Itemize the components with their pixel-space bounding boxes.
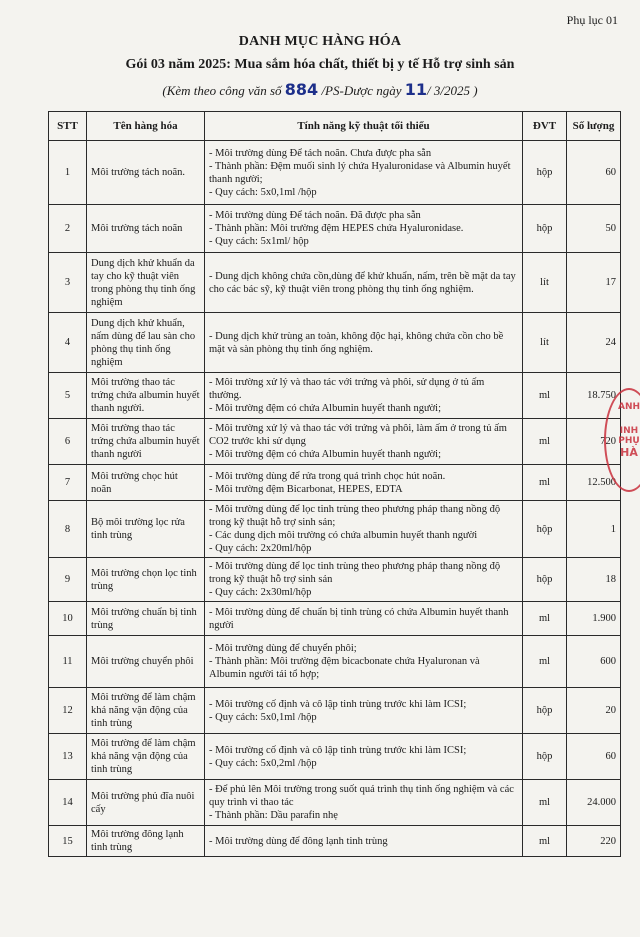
spec-line: - Thành phần: Đệm muối sinh lý chứa Hyaluronidase và Albumin huyết thanh người;	[209, 160, 511, 185]
row-stt: 8	[49, 501, 87, 558]
row-stt: 13	[49, 734, 87, 780]
row-stt: 1	[49, 141, 87, 205]
row-quantity: 600	[567, 636, 621, 688]
table-row	[49, 826, 621, 857]
row-quantity: 720	[567, 419, 621, 465]
row-spec	[205, 826, 523, 857]
table-row	[49, 313, 621, 373]
column-header-spec: Tính năng kỹ thuật tối thiểu	[205, 112, 523, 141]
document-subtitle: Gói 03 năm 2025: Mua sắm hóa chất, thiết bị y tế Hỗ trợ sinh sản	[125, 57, 515, 72]
row-unit: ml	[523, 826, 567, 857]
spec-line: - Môi trường dùng để đông lạnh tinh trùng	[209, 835, 388, 847]
seal-text: HÀ	[620, 446, 638, 459]
row-name: Môi trường chuẩn bị tinh trùng	[87, 602, 205, 636]
row-quantity: 1	[567, 501, 621, 558]
row-name: Môi trường đông lạnh tinh trùng	[87, 826, 205, 857]
row-stt: 11	[49, 636, 87, 688]
spec-line: - Môi trường dùng Để tách noãn. Chưa được pha sẵn	[209, 147, 432, 159]
row-stt: 4	[49, 313, 87, 373]
row-name: Môi trường chọn lọc tinh trùng	[87, 558, 205, 602]
row-stt: 15	[49, 826, 87, 857]
appendix-label: Phụ lục 01	[566, 13, 618, 27]
spec-line: - Môi trường dùng để chuyển phôi;	[209, 643, 357, 654]
row-name: Môi trường tách noãn.	[87, 141, 205, 205]
row-stt: 9	[49, 558, 87, 602]
table-body	[49, 141, 621, 857]
row-quantity: 24	[567, 313, 621, 373]
reference-note	[0, 80, 640, 99]
row-quantity: 24.000	[567, 780, 621, 826]
note-middle: /PS-Dược ngày	[318, 83, 405, 98]
seal-text: ANH	[617, 402, 640, 412]
table-row	[49, 734, 621, 780]
table-row	[49, 465, 621, 501]
table-row	[49, 253, 621, 313]
spec-line: - Môi trường dùng để lọc tinh trùng theo phương pháp thang nồng độ trong kỹ thuật hỗ trợ sinh sản;	[209, 504, 501, 528]
row-unit: ml	[523, 373, 567, 419]
row-spec	[205, 688, 523, 734]
row-unit: hộp	[523, 501, 567, 558]
spec-line: - Quy cách: 2x30ml/hộp	[209, 587, 312, 598]
spec-line: - Môi trường đệm Bicarbonat, HEPES, EDTA	[209, 483, 403, 495]
row-spec	[205, 313, 523, 373]
row-unit: hộp	[523, 688, 567, 734]
row-spec	[205, 373, 523, 419]
row-spec	[205, 734, 523, 780]
spec-line: - Môi trường dùng để chuẩn bị tinh trùng có chứa Albumin huyết thanh người	[209, 606, 509, 631]
row-unit: ml	[523, 780, 567, 826]
row-spec	[205, 602, 523, 636]
row-spec	[205, 501, 523, 558]
row-name: Môi trường thao tác trứng chứa albumin huyết thanh người.	[87, 373, 205, 419]
row-spec	[205, 419, 523, 465]
row-stt: 12	[49, 688, 87, 734]
spec-line: - Môi trường cố định và cô lập tinh trùng trước khi làm ICSI;	[209, 698, 467, 710]
goods-table	[48, 111, 621, 857]
row-stt: 3	[49, 253, 87, 313]
row-spec	[205, 558, 523, 602]
row-quantity: 50	[567, 205, 621, 253]
spec-line: - Môi trường xử lý và thao tác với trứng và phôi, làm ấm ở trong tủ ấm CO2 trước khi sử dụng	[209, 423, 507, 447]
spec-line: - Quy cách: 5x0,1ml /hộp	[209, 711, 317, 723]
row-unit: lít	[523, 253, 567, 313]
table-row	[49, 205, 621, 253]
column-header-quantity: Số lượng	[567, 112, 621, 141]
spec-line: - Các dung dịch môi trường có chứa albumin huyết thanh người	[209, 530, 478, 541]
row-spec	[205, 465, 523, 501]
row-unit: hộp	[523, 734, 567, 780]
column-header-unit: ĐVT	[523, 112, 567, 141]
spec-line: - Môi trường dùng để rửa trong quá trình chọc hút noãn.	[209, 470, 446, 482]
table-row	[49, 558, 621, 602]
table-header-row	[49, 112, 621, 141]
table-row	[49, 373, 621, 419]
row-stt: 2	[49, 205, 87, 253]
row-unit: ml	[523, 636, 567, 688]
row-unit: hộp	[523, 141, 567, 205]
table-row	[49, 780, 621, 826]
row-quantity: 17	[567, 253, 621, 313]
row-name: Dung dịch khử khuẩn da tay cho kỹ thuật viên trong phòng thụ tinh ống nghiệm	[87, 253, 205, 313]
row-unit: lít	[523, 313, 567, 373]
row-name: Môi trường để làm chậm khả năng vận động của tinh trùng	[87, 734, 205, 780]
spec-line: - Để phủ lên Môi trường trong suốt quá trình thụ tinh ống nghiệm và các quy trình vi thao tác	[209, 784, 514, 808]
spec-line: - Môi trường dùng để lọc tinh trùng theo phương pháp thang nồng độ trong kỹ thuật hỗ trợ sinh sản	[209, 561, 501, 585]
row-name: Dung dịch khử khuẩn, nấm dùng để lau sàn cho phòng thụ tinh ống nghiệm	[87, 313, 205, 373]
spec-line: - Dung dịch không chứa cồn,dùng để khử khuẩn, nấm, trên bề mặt da tay cho các bác sỹ, kỹ thuật viên trong phòng thụ tinh ống nghiệm.	[209, 270, 516, 295]
row-quantity: 1.900	[567, 602, 621, 636]
table-row	[49, 688, 621, 734]
row-name: Bộ môi trường lọc rửa tinh trùng	[87, 501, 205, 558]
row-stt: 10	[49, 602, 87, 636]
spec-line: - Quy cách: 5x0,2ml /hộp	[209, 757, 317, 769]
note-prefix: (Kèm theo công văn số	[162, 83, 285, 98]
column-header-name: Tên hàng hóa	[87, 112, 205, 141]
row-name: Môi trường thao tác trứng chứa albumin huyết thanh người	[87, 419, 205, 465]
row-unit: ml	[523, 419, 567, 465]
row-quantity: 60	[567, 734, 621, 780]
row-quantity: 12.500	[567, 465, 621, 501]
spec-line: - Môi trường cố định và cô lập tinh trùng trước khi làm ICSI;	[209, 744, 467, 756]
row-unit: ml	[523, 465, 567, 501]
spec-line: - Thành phần: Môi trường đệm bicacbonate chứa Hyaluronan và Albumin người tái tổ hợp;	[209, 656, 480, 680]
row-unit: hộp	[523, 205, 567, 253]
row-quantity: 20	[567, 688, 621, 734]
spec-line: - Quy cách: 2x20ml/hộp	[209, 543, 312, 554]
table-row	[49, 501, 621, 558]
handwritten-day: 11	[404, 80, 428, 99]
note-suffix: / 3/2025 )	[427, 83, 478, 98]
handwritten-number: 884	[284, 80, 319, 99]
row-stt: 7	[49, 465, 87, 501]
table-row	[49, 419, 621, 465]
row-name: Môi trường để làm chậm khả năng vận động của tinh trùng	[87, 688, 205, 734]
spec-line: - Thành phần: Dầu parafin nhẹ	[209, 810, 338, 821]
row-spec	[205, 141, 523, 205]
row-quantity: 18.750	[567, 373, 621, 419]
spec-line: - Quy cách: 5x1ml/ hộp	[209, 236, 309, 247]
row-spec	[205, 780, 523, 826]
row-quantity: 60	[567, 141, 621, 205]
row-quantity: 18	[567, 558, 621, 602]
row-name: Môi trường phủ đĩa nuôi cấy	[87, 780, 205, 826]
table-row	[49, 141, 621, 205]
row-unit: ml	[523, 602, 567, 636]
row-stt: 6	[49, 419, 87, 465]
row-name: Môi trường tách noãn	[87, 205, 205, 253]
row-stt: 14	[49, 780, 87, 826]
spec-line: - Môi trường xử lý và thao tác với trứng và phôi, sử dụng ở tủ ấm thường.	[209, 377, 485, 401]
row-quantity: 220	[567, 826, 621, 857]
document-title: DANH MỤC HÀNG HÓA	[238, 34, 402, 49]
row-unit: hộp	[523, 558, 567, 602]
row-stt: 5	[49, 373, 87, 419]
spec-line: - Quy cách: 5x0,1ml /hộp	[209, 186, 317, 198]
row-spec	[205, 636, 523, 688]
seal-text: INH	[619, 426, 639, 436]
spec-line: - Môi trường đệm có chứa Albumin huyết thanh người;	[209, 403, 442, 414]
table-row	[49, 602, 621, 636]
spec-line: - Dung dịch khử trùng an toàn, không độc hại, không chứa cồn cho bề mặt và sàn phòng thụ tinh ống nghiệm.	[209, 330, 504, 355]
column-header-stt: STT	[49, 112, 87, 141]
row-name: Môi trường chuyển phôi	[87, 636, 205, 688]
seal-text: PHỤ	[618, 436, 640, 446]
row-name: Môi trường chọc hút noãn	[87, 465, 205, 501]
row-spec	[205, 205, 523, 253]
table-row	[49, 636, 621, 688]
spec-line: - Môi trường dùng Để tách noãn. Đã được pha sẵn	[209, 210, 421, 221]
spec-line: - Môi trường đệm có chứa Albumin huyết thanh người;	[209, 449, 442, 460]
row-spec	[205, 253, 523, 313]
spec-line: - Thành phần: Môi trường đệm HEPES chứa Hyaluronidase.	[209, 223, 464, 234]
